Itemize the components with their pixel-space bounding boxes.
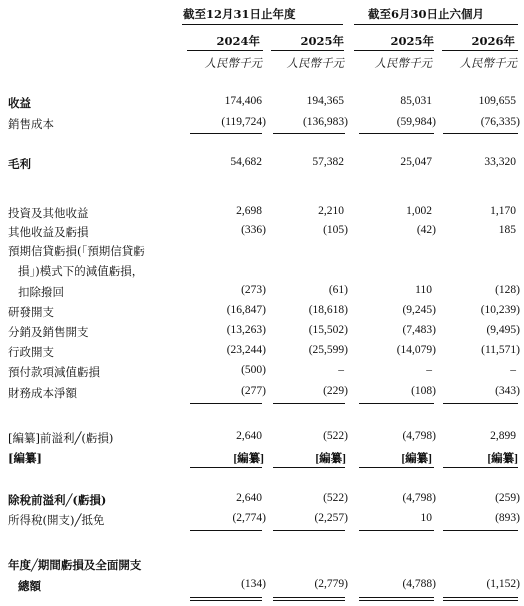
cell-total-2: (2,779) <box>314 578 348 590</box>
row-label-cost-of-sales: 銷售成本 <box>8 117 54 131</box>
cell-gross-profit-3: 25,047 <box>400 156 432 168</box>
cell-redacted-3: [編纂] <box>401 453 432 465</box>
total-double-rule-4 <box>443 597 518 601</box>
subtotal-rule-5 <box>190 403 262 404</box>
year-rule-3 <box>354 50 434 51</box>
subtotal-rule-4 <box>443 133 518 134</box>
row-label-rd: 研發開支 <box>8 305 54 319</box>
cell-finance-costs-2: (229) <box>323 385 348 397</box>
cell-other-gains-1: (336) <box>241 224 266 236</box>
cell-other-gains-3: (42) <box>416 224 436 236</box>
cell-investment-income-4: 1,170 <box>490 205 516 217</box>
year-col-3: 2025年 <box>390 34 434 48</box>
row-label-distribution: 分銷及銷售開支 <box>8 325 89 339</box>
subtotal-rule-7 <box>359 403 434 404</box>
total-double-rule-2 <box>273 597 345 601</box>
row-label-total-line2: 總額 <box>18 579 41 593</box>
year-col-4: 2026年 <box>471 34 515 48</box>
cell-redacted-profit-4: 2,899 <box>490 430 516 442</box>
subtotal-rule-14 <box>273 530 345 531</box>
unit-col-4: 人民幣千元 <box>459 56 517 70</box>
cell-cost-of-sales-3: (59,984) <box>396 116 436 128</box>
unit-col-3: 人民幣千元 <box>374 56 432 70</box>
cell-total-3: (4,788) <box>402 578 436 590</box>
cell-pbt-2: (522) <box>323 492 348 504</box>
row-label-total-line1: 年度╱期間虧損及全面開支 <box>8 558 142 572</box>
cell-distribution-1: (13,263) <box>226 324 266 336</box>
cell-redacted-2: [編纂] <box>315 453 346 465</box>
cell-cost-of-sales-4: (76,335) <box>480 116 520 128</box>
year-col-1: 2024年 <box>216 34 260 48</box>
cell-redacted-1: [編纂] <box>233 453 264 465</box>
cell-distribution-2: (15,502) <box>308 324 348 336</box>
row-label-prepayment-impairment: 預付款項減值虧損 <box>8 365 100 379</box>
cell-finance-costs-3: (108) <box>411 385 436 397</box>
row-label-gross-profit: 毛利 <box>8 157 31 171</box>
cell-redacted-profit-3: (4,798) <box>402 430 436 442</box>
cell-prepayment-impairment-2: – <box>338 364 344 376</box>
cell-redacted-profit-1: 2,640 <box>236 430 262 442</box>
cell-admin-1: (23,244) <box>226 344 266 356</box>
cell-admin-4: (11,571) <box>481 344 520 356</box>
cell-prepayment-impairment-3: – <box>426 364 432 376</box>
cell-admin-3: (14,079) <box>396 344 436 356</box>
cell-revenue-3: 85,031 <box>400 95 432 107</box>
row-label-investment-income: 投資及其他收益 <box>8 206 89 220</box>
row-label-ecl-line1: 預期信貸虧損(「預期信貸虧 <box>8 244 145 258</box>
cell-gross-profit-2: 57,382 <box>312 156 344 168</box>
cell-distribution-3: (7,483) <box>402 324 436 336</box>
subtotal-rule-16 <box>443 530 518 531</box>
subtotal-rule-12 <box>443 467 518 468</box>
row-label-finance-costs: 財務成本淨額 <box>8 386 77 400</box>
subtotal-rule-6 <box>273 403 345 404</box>
cell-rd-4: (10,239) <box>480 304 520 316</box>
cell-other-gains-4: 185 <box>498 224 516 236</box>
subtotal-rule-15 <box>359 530 434 531</box>
cell-tax-3: 10 <box>420 512 432 524</box>
cell-ecl-2: (61) <box>328 284 348 296</box>
row-label-revenue: 收益 <box>8 96 31 110</box>
cell-ecl-4: (128) <box>495 284 520 296</box>
cell-total-4: (1,152) <box>486 578 520 590</box>
subtotal-rule-8 <box>443 403 518 404</box>
row-label-pbt: 除稅前溢利╱(虧損) <box>8 493 107 507</box>
subtotal-rule-10 <box>273 467 345 468</box>
subtotal-rule-11 <box>359 467 434 468</box>
total-double-rule-3 <box>359 597 434 601</box>
cell-cost-of-sales-2: (136,983) <box>302 116 348 128</box>
total-double-rule-1 <box>190 597 262 601</box>
unit-col-2: 人民幣千元 <box>286 56 344 70</box>
cell-prepayment-impairment-1: (500) <box>241 364 266 376</box>
subtotal-rule-2 <box>273 133 345 134</box>
header-group-annual: 截至12月31日止年度 <box>183 7 296 21</box>
year-rule-1 <box>187 50 263 51</box>
row-label-tax: 所得稅(開支)╱抵免 <box>8 513 105 527</box>
cell-revenue-1: 174,406 <box>224 95 262 107</box>
subtotal-rule-9 <box>190 467 262 468</box>
subtotal-rule-1 <box>190 133 262 134</box>
cell-investment-income-1: 2,698 <box>236 205 262 217</box>
cell-admin-2: (25,599) <box>308 344 348 356</box>
row-label-ecl-line2: 損」)模式下的減值虧損， <box>18 264 144 278</box>
cell-pbt-1: 2,640 <box>236 492 262 504</box>
cell-ecl-1: (273) <box>241 284 266 296</box>
cell-ecl-3: 110 <box>415 284 432 296</box>
year-col-2: 2025年 <box>300 34 344 48</box>
subtotal-rule-3 <box>359 133 434 134</box>
cell-rd-2: (18,618) <box>308 304 348 316</box>
cell-pbt-3: (4,798) <box>402 492 436 504</box>
cell-rd-3: (9,245) <box>402 304 436 316</box>
cell-rd-1: (16,847) <box>226 304 266 316</box>
cell-finance-costs-4: (343) <box>495 385 520 397</box>
row-label-redacted: [編纂] <box>8 451 42 465</box>
cell-gross-profit-1: 54,682 <box>230 156 262 168</box>
row-label-redacted-profit: [編纂]前溢利╱(虧損) <box>8 431 114 445</box>
cell-investment-income-3: 1,002 <box>406 205 432 217</box>
cell-pbt-4: (259) <box>495 492 520 504</box>
cell-other-gains-2: (105) <box>323 224 348 236</box>
row-label-admin: 行政開支 <box>8 345 54 359</box>
header-rule-annual <box>182 24 343 25</box>
cell-revenue-2: 194,365 <box>306 95 344 107</box>
cell-cost-of-sales-1: (119,724) <box>221 116 266 128</box>
row-label-other-gains: 其他收益及虧損 <box>8 225 89 239</box>
cell-redacted-4: [編纂] <box>487 453 518 465</box>
cell-revenue-4: 109,655 <box>478 95 516 107</box>
cell-investment-income-2: 2,210 <box>318 205 344 217</box>
year-rule-2 <box>271 50 344 51</box>
header-group-interim: 截至6月30日止六個月 <box>368 7 485 21</box>
row-label-ecl-line3: 扣除撥回 <box>18 285 64 299</box>
cell-prepayment-impairment-4: – <box>510 364 516 376</box>
year-rule-4 <box>442 50 518 51</box>
cell-finance-costs-1: (277) <box>241 385 266 397</box>
cell-total-1: (134) <box>241 578 266 590</box>
cell-distribution-4: (9,495) <box>486 324 520 336</box>
cell-gross-profit-4: 33,320 <box>484 156 516 168</box>
header-rule-interim <box>354 24 518 25</box>
subtotal-rule-13 <box>190 530 262 531</box>
cell-tax-4: (893) <box>495 512 520 524</box>
cell-tax-2: (2,257) <box>314 512 348 524</box>
unit-col-1: 人民幣千元 <box>204 56 262 70</box>
cell-redacted-profit-2: (522) <box>323 430 348 442</box>
cell-tax-1: (2,774) <box>232 512 266 524</box>
